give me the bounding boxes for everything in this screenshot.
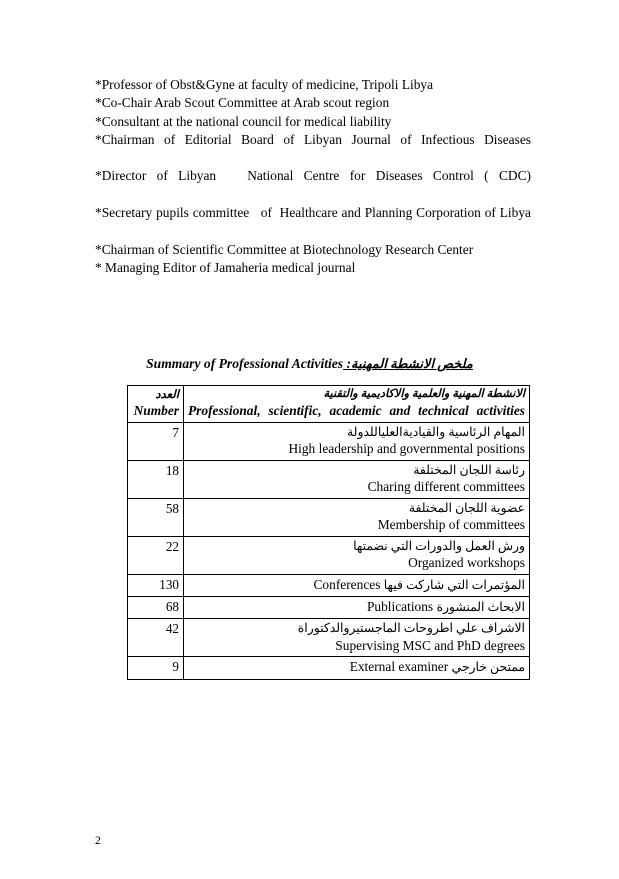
list-item: *Chairman of Editorial Board of Libyan Journal of Infectious Diseases	[95, 131, 531, 147]
professional-roles-list	[95, 76, 531, 277]
column-header-activities-english: Professional, scientific, academic and technical activities	[188, 403, 525, 418]
cell-activity-arabic: عضوية اللجان المختلفة	[408, 500, 525, 515]
cell-activity	[184, 597, 530, 619]
cell-number: 22	[128, 536, 184, 574]
cell-activity-arabic: المؤتمرات التي شاركت فيها	[383, 577, 525, 592]
table-row	[128, 422, 530, 460]
table-caption-separator: :	[343, 356, 352, 371]
cell-activity	[184, 422, 530, 460]
table-body	[128, 422, 530, 679]
list-item: *Secretary pupils committee of Healthcare and Planning Corporation of Libya	[95, 205, 531, 221]
table-caption-english: Summary of Professional Activities	[146, 356, 344, 371]
list-item: *Professor of Obst&Gyne at faculty of medicine, Tripoli Libya	[95, 77, 434, 92]
list-item: * Managing Editor of Jamaheria medical journal	[95, 259, 356, 275]
table-row	[128, 574, 530, 596]
cell-activity	[184, 657, 530, 679]
cell-number: 42	[128, 619, 184, 657]
cell-activity-english: High leadership and governmental positions	[288, 441, 525, 457]
table-caption	[146, 354, 473, 373]
table-row	[128, 597, 530, 619]
cell-activity-arabic: رئاسة اللجان المختلفة	[413, 462, 525, 477]
cell-activity	[184, 498, 530, 536]
cell-activity-english: Organized workshops	[408, 555, 525, 571]
list-item: *Chairman of Scientific Committee at Biotechnology Research Center	[95, 241, 474, 257]
list-item: *Co-Chair Arab Scout Committee at Arab scout region	[95, 95, 390, 111]
cell-activity-english: Supervising MSC and PhD degrees	[335, 638, 525, 653]
cell-activity-mixed	[188, 658, 525, 676]
table-row	[128, 460, 530, 498]
list-item: *Director of Libyan National Centre for Diseases Control ( CDC)	[95, 168, 531, 184]
table-caption-arabic: ملخص الانشطة المهنية	[351, 356, 473, 371]
table-header	[128, 386, 530, 423]
cell-activity-english: Conferences	[313, 576, 381, 592]
cell-activity-arabic: الاشراف علي اطروحات الماجستيروالدكتوراة	[297, 621, 525, 636]
page-number: 2	[95, 834, 101, 847]
list-item: *Consultant at the national council for medical liability	[95, 113, 392, 129]
cell-activity	[184, 574, 530, 596]
table-row	[128, 619, 530, 657]
cell-activity	[184, 619, 530, 657]
cell-activity-arabic: الابحاث المنشورة	[436, 600, 525, 614]
cell-number: 7	[128, 422, 184, 460]
cell-activity-arabic: ورش العمل والدورات التي نضمتها	[353, 538, 525, 553]
cell-number: 18	[128, 460, 184, 498]
cell-activity	[184, 536, 530, 574]
column-header-number	[128, 386, 184, 423]
cell-number: 130	[128, 574, 184, 596]
cell-activity-english: External examiner	[349, 659, 449, 675]
cell-activity-english: Membership of committees	[377, 517, 525, 533]
cell-number: 9	[128, 657, 184, 679]
table-row	[128, 498, 530, 536]
cell-activity-mixed	[188, 576, 525, 594]
column-header-number-english: Number	[133, 403, 179, 418]
cell-number: 68	[128, 597, 184, 619]
column-header-activities	[184, 386, 530, 423]
column-header-activities-arabic: الانشطة المهنية والعلمية والاكاديمية والتقنية	[323, 388, 525, 400]
cell-activity	[184, 460, 530, 498]
cell-activity-arabic: ممتحن خارجي	[451, 660, 525, 675]
cell-activity-english: Publications	[366, 599, 434, 614]
cell-activity-arabic: المهام الرئاسية والقياديةالعلياللدولة	[347, 424, 525, 439]
cell-activity-english: Charing different committees	[367, 479, 525, 495]
cell-activity-mixed	[188, 598, 525, 616]
table-caption-container	[0, 354, 619, 373]
cell-number: 58	[128, 498, 184, 536]
table-header-row	[128, 386, 530, 423]
table-row	[128, 536, 530, 574]
column-header-number-arabic: العدد	[155, 388, 179, 401]
professional-activities-table	[127, 385, 530, 680]
table-row	[128, 657, 530, 679]
